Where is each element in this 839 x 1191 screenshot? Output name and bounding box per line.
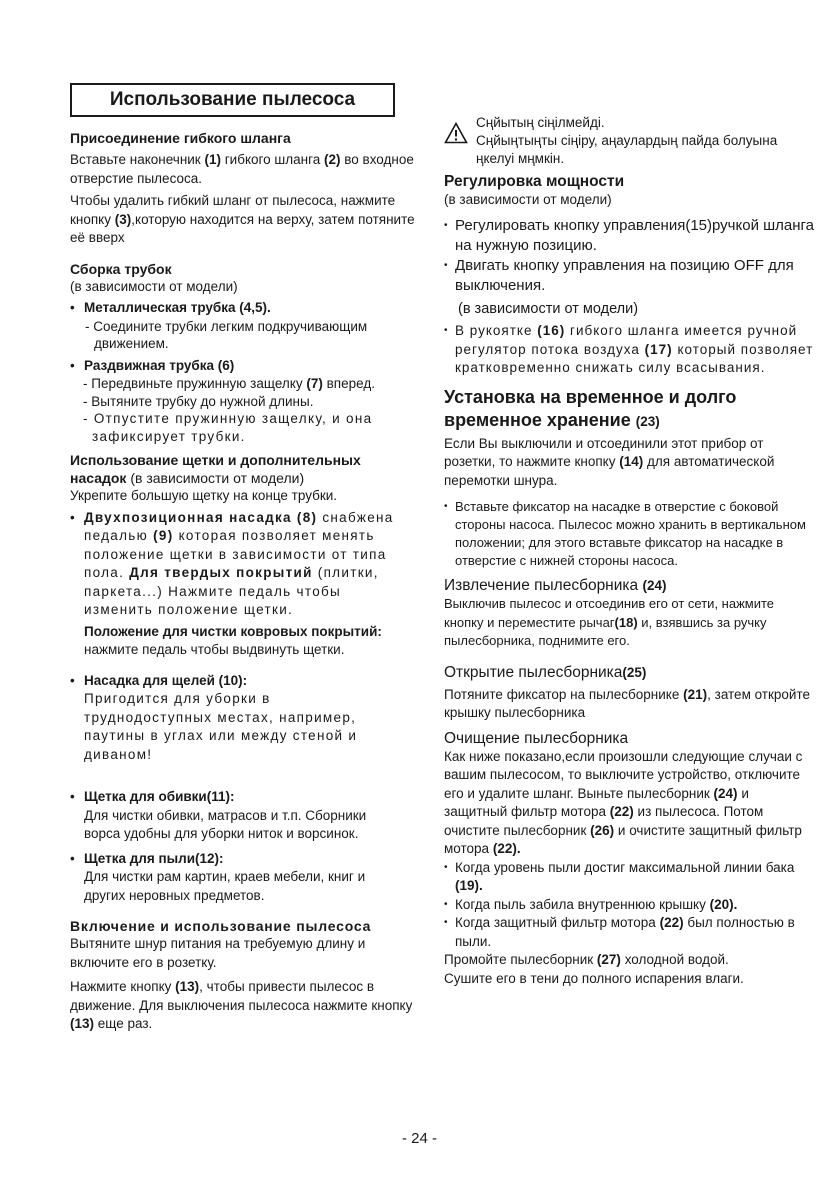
- onoff-heading: Включение и использование пылесоса: [70, 918, 372, 934]
- storage-paragraph: Если Вы выключили и отсоединили этот прибор от розетки, то нажмите кнопку (14) для автоматической перемотки шнура.: [444, 435, 775, 488]
- tubes-note: (в зависимости от модели): [70, 278, 238, 294]
- clean-bullet-2: • Когда пыль забила внутреннюю крышку (20).: [444, 896, 738, 912]
- clean-paragraph-2: Промойте пылесборник (27) холодной водой.: [444, 952, 729, 967]
- storage-bullet: • Вставьте фиксатор на насадке в отверстие с боковой стороны насоса. Пылесос можно хранить в вертикальном положении; для этого вставьте фиксатор на насадке в отверстие с нижней стороны насоса.: [444, 499, 806, 568]
- clean-heading: Очищение пылесборника: [444, 729, 629, 747]
- dust-brush-item: • Щетка для пыли(12):: [70, 850, 224, 866]
- tubes-section: [70, 260, 415, 446]
- clean-bullet-3: • Когда защитный фильтр мотора (22) был полностью в пыли.: [444, 915, 795, 949]
- onoff-paragraph-2: Нажмите кнопку (13), чтобы привести пылесос в движение. Для выключения пылесоса нажмите кнопку (13) еще раз.: [70, 979, 413, 1031]
- telescopic-tube-item: • Раздвижная трубка (6): [70, 357, 235, 373]
- warning-line-1: Сңйытың сіңілмейді.: [476, 115, 605, 130]
- open-section: [444, 663, 814, 723]
- brush-heading: Использование щетки и дополнительных насадок (в зависимости от модели): [70, 452, 361, 486]
- warning-line-2: Сңйыңтыңты сіңіру, аңаулардың пайда болуына ңкелуі мңмкін.: [476, 133, 778, 166]
- warning-triangle-icon: [444, 122, 468, 144]
- onoff-paragraph-1: Вытяните шнур питания на требуемую длину и включите его в розетку.: [70, 936, 366, 970]
- clean-section: [444, 729, 814, 989]
- hose-paragraph-2: Чтобы удалить гибкий шланг от пылесоса, нажмите кнопку (3),которую находится на верху, затем потяните её вверх: [70, 193, 415, 245]
- storage-section: [444, 386, 814, 571]
- hose-section: [70, 129, 415, 248]
- power-bullet-3: • В рукоятке (16) гибкого шланга имеется ручной регулятор потока воздуха (17) который позволяет кратковременно снижать силу всасывания.: [444, 323, 814, 375]
- power-heading: Регулировка мощности: [444, 173, 625, 190]
- remove-heading: Извлечение пылесборника (24): [444, 577, 667, 594]
- open-text: Потяните фиксатор на пылесборнике (21), затем откройте крышку пылесборника: [444, 686, 810, 720]
- hose-heading: Присоединение гибкого шланга: [70, 130, 291, 146]
- right-column: [444, 80, 814, 988]
- remove-text: Выключив пылесос и отсоединив его от сети, нажмите кнопку и переместите рычаг(18) и, взявшись за ручку пылесборника, поднимите его.: [444, 596, 775, 648]
- power-section: [444, 172, 814, 378]
- open-heading: Открытие пылесборника(25): [444, 663, 647, 681]
- metal-tube-text: - Соедините трубки легким подкручивающим движением.: [85, 318, 368, 351]
- carpet-position: Положение для чистки ковровых покрытий: нажмите педаль чтобы выдвинуть щетки.: [84, 623, 382, 657]
- dust-brush-text: Для чистки рам картин, краев мебели, книг и других неровных предметов.: [84, 869, 366, 903]
- storage-heading: Установка на временное и долго временное хранение (23): [444, 386, 737, 430]
- clean-bullet-1: • Когда уровень пыли достиг максимальной линии бака (19).: [444, 859, 795, 893]
- metal-tube-item: • Металлическая трубка (4,5).: [70, 300, 271, 315]
- upholstery-text: Для чистки обивки, матрасов и т.п. Сборники ворса удобны для уборки ниток и ворсинок.: [84, 807, 367, 841]
- brush-section: [70, 451, 415, 905]
- power-bullet-1: • Регулировать кнопку управления(15)ручкой шланга на нужную позицию.: [444, 216, 815, 254]
- warning-note: [444, 114, 814, 168]
- remove-section: [444, 576, 814, 651]
- upholstery-brush-item: • Щетка для обивки(11):: [70, 789, 235, 804]
- clean-paragraph-1: Как ниже показано,если произошли следующие случаи с вашим пылесосом, то выключите устройство, отключите его и удалите шланг. Выньте пылесборник (24) и защитный фильтр мотора (22) из пылесоса. Потом очистите пылесборник (26) и очистите защитный фильтр мотора (22).: [444, 748, 803, 856]
- telescopic-step-1: - Передвиньте пружинную защелку (7) вперед.: [83, 376, 375, 391]
- telescopic-step-2: - Вытяните трубку до нужной длины.: [83, 393, 314, 409]
- crevice-text: Пригодится для уборки в труднодоступных местах, например, паутины в углах или между стеной и диваном!: [84, 691, 358, 762]
- page-title: Использование пылесоса: [70, 83, 395, 117]
- telescopic-step-3: - Отпустите пружинную защелку, и она зафиксирует трубки.: [83, 411, 373, 444]
- clean-paragraph-3: Сушите его в тени до полного испарения влаги.: [444, 970, 744, 986]
- onoff-section: [70, 917, 415, 1034]
- brush-text: Укрепите большую щетку на конце трубки.: [70, 488, 338, 503]
- left-column: [70, 80, 415, 1034]
- dual-nozzle-item: • Двухпозиционная насадка (8) снабжена педалью (9) которая позволяет менять положение щетки в зависимости от типа пола. Для твердых покрытий (плитки, паркета...) Нажмите педаль чтобы изменить положение щетки.: [70, 509, 394, 617]
- tubes-heading: Сборка трубок: [70, 260, 172, 277]
- power-bullet-2: • Двигать кнопку управления на позицию OFF для выключения.: [444, 256, 794, 294]
- power-note-2: (в зависимости от модели): [458, 300, 639, 317]
- hose-paragraph-1: Вставьте наконечник (1) гибкого шланга (2) во входное отверстие пылесоса.: [70, 152, 414, 186]
- page-number: - 24 -: [401, 1130, 437, 1147]
- crevice-nozzle-item: • Насадка для щелей (10):: [70, 672, 248, 688]
- power-note: (в зависимости от модели): [444, 192, 612, 207]
